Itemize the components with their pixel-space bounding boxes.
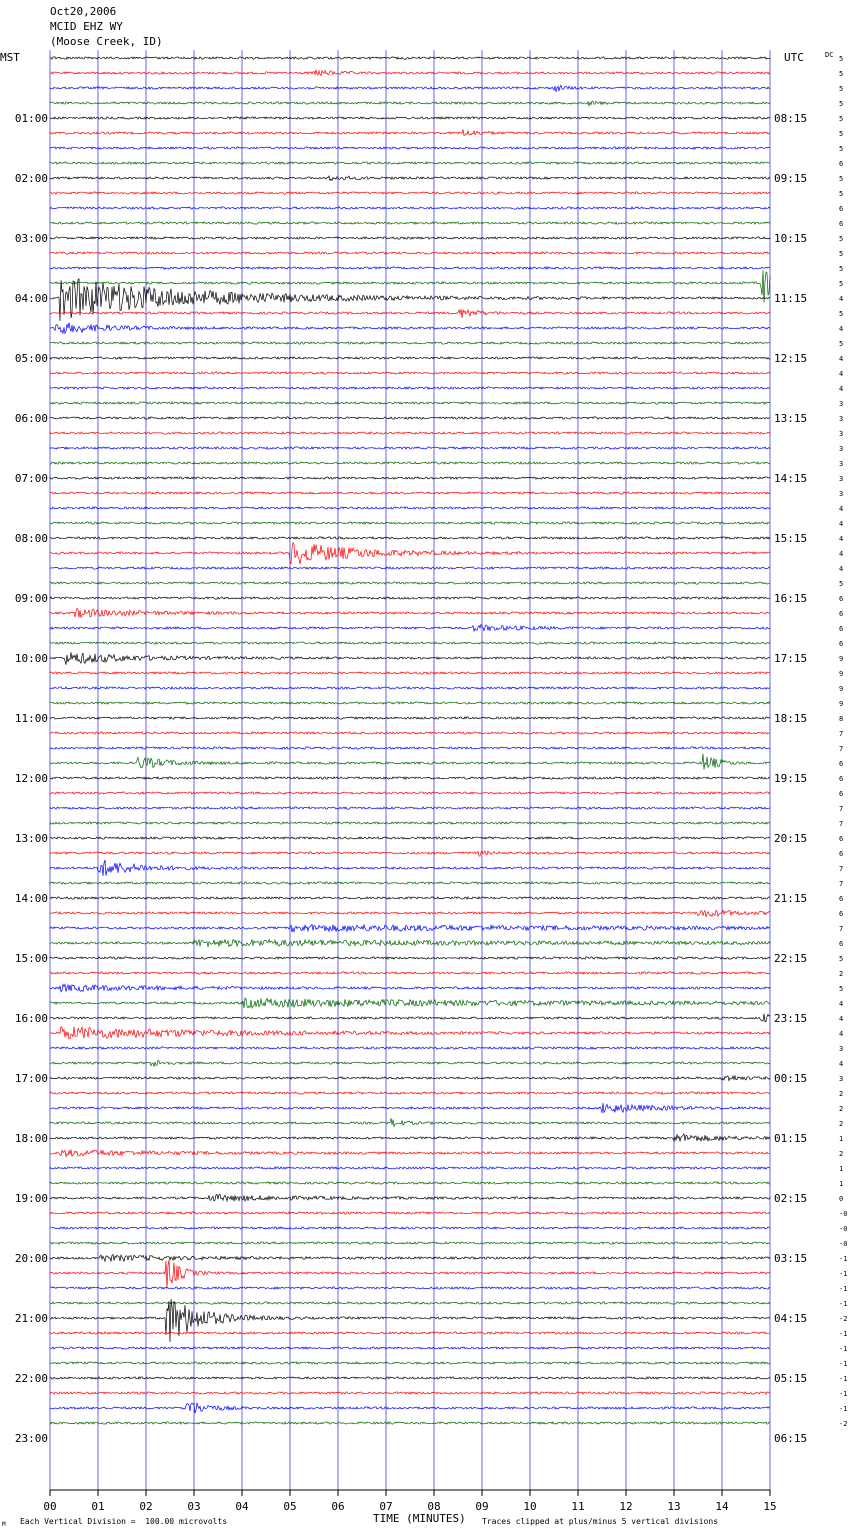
trace-line	[50, 507, 770, 509]
mst-hour-label: 14:00	[14, 892, 48, 905]
trace-line	[50, 207, 770, 209]
trace-line	[50, 910, 770, 917]
trace-line	[50, 732, 770, 734]
x-tick-label: 02	[139, 1500, 153, 1513]
x-tick-label: 03	[187, 1500, 201, 1513]
dc-offset-labels	[839, 55, 847, 1428]
dc-offset-label: 3	[839, 475, 844, 483]
trace-line	[50, 222, 770, 224]
header-date: Oct20,2006	[50, 5, 117, 18]
trace-line	[50, 85, 770, 92]
dc-offset-label: 4	[839, 520, 844, 528]
utc-hour-label: 20:15	[774, 832, 808, 845]
dc-offset-label: 5	[839, 115, 844, 123]
x-tick-label: 04	[235, 1500, 249, 1513]
x-tick-label: 08	[427, 1500, 441, 1513]
trace-line	[50, 192, 770, 194]
mst-hour-label: 01:00	[14, 112, 48, 125]
x-tick-label: 06	[331, 1500, 345, 1513]
dc-offset-label: 5	[839, 265, 844, 273]
dc-offset-label: 9	[839, 685, 844, 693]
dc-offset-label: 4	[839, 1000, 844, 1008]
utc-hour-label: 05:15	[774, 1372, 808, 1385]
trace-line	[50, 582, 770, 584]
x-tick-label: 15	[763, 1500, 777, 1513]
dc-offset-label: 3	[839, 490, 844, 498]
trace-line	[50, 432, 770, 434]
utc-hour-label: 02:15	[774, 1192, 808, 1205]
trace-line	[50, 747, 770, 749]
dc-offset-label: 2	[839, 1150, 844, 1158]
trace-line	[50, 672, 770, 674]
trace-line	[50, 417, 770, 419]
clip-note: Traces clipped at plus/minus 5 vertical divisions	[482, 1517, 719, 1526]
dc-offset-label: 6	[839, 910, 844, 918]
trace-line	[50, 1076, 770, 1081]
trace-line	[50, 754, 770, 770]
x-axis-ticks	[43, 1490, 776, 1513]
utc-hour-label: 01:15	[774, 1132, 808, 1145]
trace-line	[50, 1255, 770, 1262]
trace-line	[50, 537, 770, 539]
trace-line	[50, 101, 770, 106]
dc-offset-label: 4	[839, 550, 844, 558]
trace-line	[50, 792, 770, 794]
dc-offset-label: 9	[839, 670, 844, 678]
dc-offset-label: -2	[839, 1315, 848, 1323]
dc-offset-label: 9	[839, 700, 844, 708]
dc-offset-label: 4	[839, 355, 844, 363]
dc-offset-label: 6	[839, 205, 844, 213]
dc-offset-label: 6	[839, 790, 844, 798]
dc-offset-label: -0	[839, 1210, 848, 1218]
dc-offset-label: 4	[839, 535, 844, 543]
trace-line	[50, 1403, 770, 1413]
dc-offset-label: 5	[839, 145, 844, 153]
dc-offset-label: 5	[839, 580, 844, 588]
dc-offset-label: -2	[839, 1420, 848, 1428]
trace-line	[50, 897, 770, 899]
utc-hour-label: 09:15	[774, 172, 808, 185]
corner-mark: M	[2, 1521, 6, 1528]
trace-line	[50, 998, 770, 1008]
header-station: MCID EHZ WY	[50, 20, 123, 33]
trace-line	[50, 279, 770, 321]
trace-line	[50, 940, 770, 947]
trace-line	[50, 1118, 770, 1126]
mst-hour-label: 15:00	[14, 952, 48, 965]
trace-line	[50, 1027, 770, 1039]
trace-line	[50, 267, 770, 269]
mst-hour-label: 22:00	[14, 1372, 48, 1385]
mst-hour-label: 20:00	[14, 1252, 48, 1265]
utc-hour-label: 19:15	[774, 772, 808, 785]
trace-line	[50, 323, 770, 334]
trace-line	[50, 567, 770, 569]
dc-offset-label: -1	[839, 1405, 848, 1413]
trace-line	[50, 1092, 770, 1094]
trace-line	[50, 1332, 770, 1334]
dc-offset-label: -1	[839, 1390, 848, 1398]
mst-hour-label: 18:00	[14, 1132, 48, 1145]
mst-hour-label: 11:00	[14, 712, 48, 725]
trace-line	[50, 1047, 770, 1049]
trace-line	[50, 1377, 770, 1379]
dc-offset-label: 7	[839, 880, 844, 888]
trace-line	[50, 851, 770, 857]
trace-line	[50, 972, 770, 974]
trace-line	[50, 447, 770, 449]
dc-header-label: DC	[825, 51, 834, 59]
dc-offset-label: 4	[839, 1015, 844, 1023]
dc-offset-label: 5	[839, 250, 844, 258]
mst-hour-label: 12:00	[14, 772, 48, 785]
trace-line	[50, 957, 770, 959]
dc-offset-label: 5	[839, 280, 844, 288]
trace-line	[50, 1103, 770, 1113]
trace-line	[50, 309, 770, 318]
dc-offset-label: -0	[839, 1225, 848, 1233]
dc-offset-label: 4	[839, 505, 844, 513]
trace-line	[50, 652, 770, 664]
trace-line	[50, 70, 770, 76]
scale-note: Each Vertical Division = 100.00 microvolts	[20, 1517, 228, 1526]
trace-line	[50, 1167, 770, 1169]
trace-line	[50, 1227, 770, 1229]
trace-line	[50, 57, 770, 59]
x-tick-label: 07	[379, 1500, 393, 1513]
trace-line	[50, 1195, 770, 1202]
trace-line	[50, 1212, 770, 1214]
dc-offset-label: 6	[839, 775, 844, 783]
trace-line	[50, 1299, 770, 1342]
utc-hour-label: 23:15	[774, 1012, 808, 1025]
dc-offset-label: 6	[839, 160, 844, 168]
trace-line	[50, 402, 770, 404]
utc-hour-label: 14:15	[774, 472, 808, 485]
dc-offset-label: -1	[839, 1285, 848, 1293]
dc-offset-label: 4	[839, 325, 844, 333]
trace-line	[50, 1392, 770, 1394]
trace-line	[50, 837, 770, 839]
trace-line	[50, 924, 770, 932]
trace-line	[50, 702, 770, 704]
utc-hour-label: 04:15	[774, 1312, 808, 1325]
dc-offset-label: 1	[839, 1135, 844, 1143]
trace-line	[50, 477, 770, 479]
trace-line	[50, 1347, 770, 1349]
dc-offset-label: 5	[839, 190, 844, 198]
dc-offset-label: 6	[839, 220, 844, 228]
dc-offset-label: 3	[839, 1045, 844, 1053]
mst-hour-label: 02:00	[14, 172, 48, 185]
trace-line	[50, 717, 770, 719]
dc-offset-label: -1	[839, 1330, 848, 1338]
dc-offset-label: 6	[839, 895, 844, 903]
mst-hour-labels	[15, 112, 48, 1445]
dc-offset-label: 7	[839, 865, 844, 873]
utc-hour-label: 16:15	[774, 592, 808, 605]
trace-line	[50, 462, 770, 464]
x-tick-label: 00	[43, 1500, 57, 1513]
mst-hour-label: 06:00	[14, 412, 48, 425]
dc-offset-label: 3	[839, 430, 844, 438]
trace-line	[50, 882, 770, 884]
dc-offset-label: 5	[839, 130, 844, 138]
dc-offset-label: 3	[839, 445, 844, 453]
trace-line	[50, 252, 770, 254]
dc-offset-label: 8	[839, 715, 844, 723]
dc-offset-label: 6	[839, 610, 844, 618]
trace-line	[50, 1134, 770, 1141]
trace-line	[50, 1260, 770, 1289]
trace-line	[50, 822, 770, 824]
mst-hour-label: 23:00	[14, 1432, 48, 1445]
dc-offset-label: -1	[839, 1255, 848, 1263]
dc-offset-label: 4	[839, 1030, 844, 1038]
mst-hour-label: 08:00	[14, 532, 48, 545]
dc-offset-label: -1	[839, 1375, 848, 1383]
utc-hour-label: 13:15	[774, 412, 808, 425]
trace-line	[50, 777, 770, 779]
dc-offset-label: 5	[839, 70, 844, 78]
seismic-traces	[50, 57, 770, 1424]
dc-offset-label: -1	[839, 1360, 848, 1368]
dc-offset-label: 1	[839, 1165, 844, 1173]
trace-line	[50, 117, 770, 119]
dc-offset-label: 5	[839, 985, 844, 993]
dc-offset-label: 2	[839, 970, 844, 978]
utc-hour-label: 15:15	[774, 532, 808, 545]
utc-hour-label: 12:15	[774, 352, 808, 365]
dc-offset-label: 7	[839, 745, 844, 753]
x-tick-label: 12	[619, 1500, 633, 1513]
utc-hour-label: 11:15	[774, 292, 808, 305]
trace-line	[50, 492, 770, 494]
dc-offset-label: 6	[839, 835, 844, 843]
dc-offset-label: 3	[839, 415, 844, 423]
mst-hour-label: 21:00	[14, 1312, 48, 1325]
x-tick-label: 13	[667, 1500, 681, 1513]
mst-hour-label: 09:00	[14, 592, 48, 605]
trace-line	[50, 1287, 770, 1289]
dc-offset-label: -1	[839, 1345, 848, 1353]
trace-line	[50, 860, 770, 876]
x-tick-label: 10	[523, 1500, 537, 1513]
mst-hour-label: 13:00	[14, 832, 48, 845]
dc-offset-label: 1	[839, 1180, 844, 1188]
x-tick-label: 11	[571, 1500, 585, 1513]
x-tick-label: 01	[91, 1500, 105, 1513]
trace-line	[50, 237, 770, 239]
dc-offset-label: 4	[839, 565, 844, 573]
dc-offset-label: 4	[839, 295, 844, 303]
dc-offset-label: 5	[839, 955, 844, 963]
dc-offset-label: -1	[839, 1270, 848, 1278]
dc-offset-label: -1	[839, 1300, 848, 1308]
dc-offset-label: 9	[839, 655, 844, 663]
utc-hour-label: 17:15	[774, 652, 808, 665]
dc-offset-label: 5	[839, 85, 844, 93]
mst-hour-label: 04:00	[14, 292, 48, 305]
trace-line	[50, 597, 770, 599]
utc-hour-label: 18:15	[774, 712, 808, 725]
dc-offset-label: 5	[839, 100, 844, 108]
trace-line	[50, 1242, 770, 1244]
dc-offset-label: 5	[839, 310, 844, 318]
trace-line	[50, 176, 770, 181]
trace-line	[50, 1362, 770, 1364]
dc-offset-label: 4	[839, 1060, 844, 1068]
utc-hour-label: 08:15	[774, 112, 808, 125]
trace-line	[50, 1422, 770, 1424]
dc-offset-label: 3	[839, 1075, 844, 1083]
trace-line	[50, 1302, 770, 1304]
header-location: (Moose Creek, ID)	[50, 35, 163, 48]
x-tick-label: 05	[283, 1500, 297, 1513]
trace-line	[50, 642, 770, 644]
right-timezone-label: UTC	[784, 51, 804, 64]
dc-offset-label: 0	[839, 1195, 844, 1203]
dc-offset-label: 5	[839, 340, 844, 348]
utc-hour-label: 06:15	[774, 1432, 808, 1445]
dc-offset-label: 7	[839, 925, 844, 933]
mst-hour-label: 17:00	[14, 1072, 48, 1085]
trace-line	[50, 342, 770, 344]
dc-offset-label: 2	[839, 1105, 844, 1113]
trace-line	[50, 162, 770, 164]
dc-offset-label: 6	[839, 940, 844, 948]
utc-hour-labels	[774, 112, 807, 1445]
mst-hour-label: 19:00	[14, 1192, 48, 1205]
dc-offset-label: 6	[839, 595, 844, 603]
mst-hour-label: 07:00	[14, 472, 48, 485]
utc-hour-label: 10:15	[774, 232, 808, 245]
dc-offset-label: 6	[839, 640, 844, 648]
dc-offset-label: 4	[839, 370, 844, 378]
dc-offset-label: 6	[839, 625, 844, 633]
trace-line	[50, 1182, 770, 1184]
trace-line	[50, 608, 770, 617]
trace-line	[50, 357, 770, 359]
trace-line	[50, 1060, 770, 1067]
dc-offset-label: 4	[839, 385, 844, 393]
trace-line	[50, 387, 770, 389]
trace-line	[50, 129, 770, 135]
trace-line	[50, 984, 770, 991]
utc-hour-label: 03:15	[774, 1252, 808, 1265]
trace-line	[50, 1149, 770, 1156]
mst-hour-label: 16:00	[14, 1012, 48, 1025]
dc-offset-label: 3	[839, 400, 844, 408]
dc-offset-label: 3	[839, 460, 844, 468]
mst-hour-label: 05:00	[14, 352, 48, 365]
trace-line	[50, 543, 770, 564]
trace-line	[50, 687, 770, 689]
x-axis-title: TIME (MINUTES)	[373, 1512, 466, 1525]
trace-line	[50, 807, 770, 809]
trace-line	[50, 522, 770, 524]
trace-line	[50, 625, 770, 632]
utc-hour-label: 22:15	[774, 952, 808, 965]
x-tick-label: 09	[475, 1500, 489, 1513]
dc-offset-label: -0	[839, 1240, 848, 1248]
dc-offset-label: 5	[839, 235, 844, 243]
utc-hour-label: 21:15	[774, 892, 808, 905]
dc-offset-label: 7	[839, 820, 844, 828]
dc-offset-label: 2	[839, 1120, 844, 1128]
dc-offset-label: 6	[839, 850, 844, 858]
dc-offset-label: 7	[839, 730, 844, 738]
trace-line	[50, 1014, 770, 1022]
dc-offset-label: 6	[839, 760, 844, 768]
utc-hour-label: 00:15	[774, 1072, 808, 1085]
dc-offset-label: 5	[839, 55, 844, 63]
left-timezone-label: MST	[0, 51, 20, 64]
mst-hour-label: 03:00	[14, 232, 48, 245]
trace-line	[50, 147, 770, 149]
dc-offset-label: 5	[839, 175, 844, 183]
dc-offset-label: 7	[839, 805, 844, 813]
x-tick-label: 14	[715, 1500, 729, 1513]
dc-offset-label: 2	[839, 1090, 844, 1098]
mst-hour-label: 10:00	[14, 652, 48, 665]
trace-line	[50, 372, 770, 374]
